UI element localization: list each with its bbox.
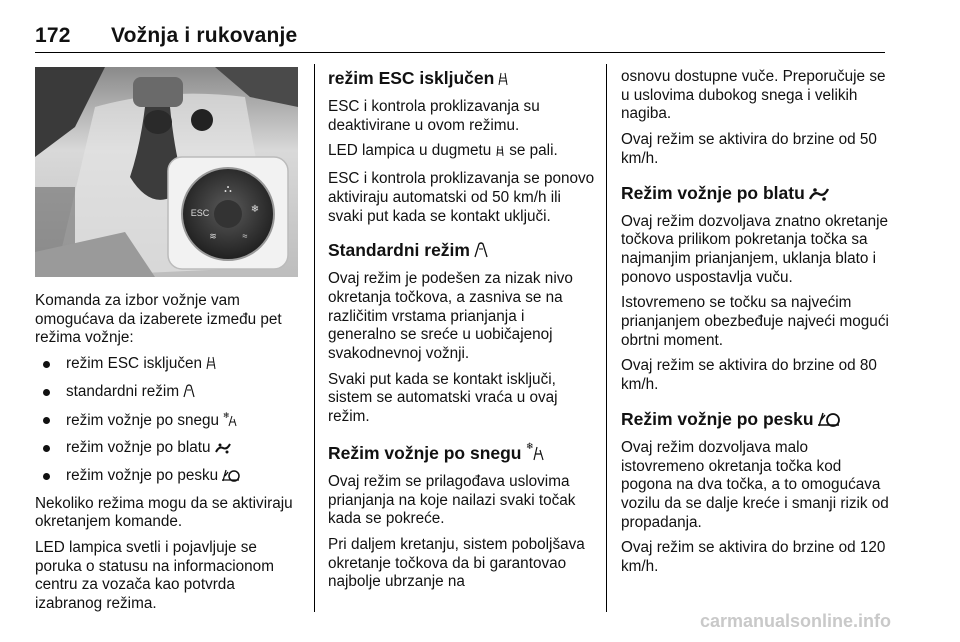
para-led-button [328,142,596,163]
heading-sand [621,409,889,432]
left-column [35,292,305,621]
heading-standard [328,240,596,263]
standard-mode-icon [183,384,195,404]
heading-text: Standardni režim [328,240,470,261]
para-esc-reactivate: ESC i kontrola proklizavanja se ponovo aktiviraju automatski od 50 km/h ili svaki put kada se kontakt uključi. [328,170,595,225]
para-esc-deactivated: ESC i kontrola proklizavanja su deaktivirane u ovom režimu. [328,98,540,134]
para-mud-desc: Ovaj režim dozvoljava znatno okretanje točkova prilikom pokretanja točka sa najmanjim prianjanjem, uklanja blato i ponovo uspostavlja vuču. [621,212,888,286]
bullet-sand [35,467,305,488]
para-snow-speed: Ovaj režim se aktivira do brzine od 50 km/h. [621,131,877,167]
snow-mode-icon [223,411,239,433]
snow-mode-icon [526,441,546,466]
sand-mode-icon [222,468,240,488]
middle-column [328,68,596,599]
svg-text:≋: ≋ [209,231,217,241]
bullet-label: standardni režim [66,382,180,400]
drive-mode-selector-photo [35,67,298,277]
watermark: carmanualsonline.info [700,611,892,631]
column-divider-1 [314,64,315,612]
right-column [621,68,889,584]
page-header [35,24,297,48]
svg-text:❄: ❄ [223,410,230,420]
header-rule [35,52,885,53]
para-mud-torque: Istovremeno se točku sa najvećim prianjanjem obezbeđuje najveći mogući obrtni moment. [621,294,889,349]
svg-text:❄: ❄ [525,441,534,452]
mud-mode-icon [809,185,829,206]
bullet-label: režim vožnje po snegu [66,411,220,429]
heading-text: Režim vožnje po blatu [621,182,805,203]
bullet-label: režim vožnje po pesku [66,466,219,484]
text-part: se pali. [509,142,558,160]
column-divider-2 [606,64,607,612]
svg-text:ESC: ESC [190,208,210,218]
heading-text: Režim vožnje po pesku [621,408,814,429]
sand-mode-icon [818,411,840,432]
esc-off-icon [496,144,504,163]
bullet-snow [35,411,305,433]
esc-off-icon [206,356,216,376]
para-snow-cont: osnovu dostupne vuče. Preporučuje se u uslovima dubokog snega i velikih nagiba. [621,68,886,123]
text-part: LED lampica u dugmetu [328,142,492,160]
svg-text:⛬: ⛬ [224,183,232,195]
para-standard-reset: Svaki put kada se kontakt isključi, sistem se automatski vraća u ovaj režim. [328,370,558,426]
para-led: LED lampica svetli i pojavljuje se poruka o statusu na informacionom centru za vozača kao potvrda izabranog režima. [35,539,274,613]
para-rotate: Nekoliko režima mogu da se aktiviraju okretanjem komande. [35,494,293,531]
bullet-label: režim ESC isključen [66,355,203,373]
para-snow-desc: Ovaj režim se prilagođava uslovima prianjanja na koje nailazi svaki točak kada se pokreće. [328,472,576,528]
heading-mud [621,183,889,206]
svg-text:❄: ❄ [250,204,260,215]
page-title: Vožnja i rukovanje [111,24,298,47]
bullet-standard [35,383,305,404]
para-standard-desc: Ovaj režim je podešen za nizak nivo okretanja točkova, a zasniva se na različitim vrstama prianjanja i generalno se sreće u uobičajenoj svakodnevnoj vožnji. [328,270,573,363]
esc-off-icon [498,70,508,91]
bullet-mud [35,439,305,460]
para-snow-more: Pri daljem kretanju, sistem poboljšava okretanje točkova da bi garantovao najbolje ubrzanje na [328,535,585,591]
mud-mode-icon [215,441,231,460]
bullet-label: režim vožnje po blatu [66,439,211,457]
heading-esc-off [328,68,596,91]
heading-text: režim ESC isključen [328,68,495,88]
heading-snow [328,441,596,466]
bullet-esc-off [35,355,305,376]
para-mud-speed: Ovaj režim se aktivira do brzine od 80 km/h. [621,357,877,394]
standard-mode-icon [474,242,488,263]
heading-text: Režim vožnje po snegu [328,442,522,463]
page-number: 172 [35,24,71,47]
svg-text:≈: ≈ [242,231,248,241]
para-sand-speed: Ovaj režim se aktivira do brzine od 120 km/h. [621,539,886,576]
para-sand-desc: Ovaj režim dozvoljava malo istovremeno okretanja točka kod pogona na dva točka, a to omogućava vozilu da se dalje kreće i smanji rizik od propadanja. [621,438,889,531]
intro-text: Komanda za izbor vožnje vam omogućava da izaberete između pet režima vožnje: [35,292,282,347]
